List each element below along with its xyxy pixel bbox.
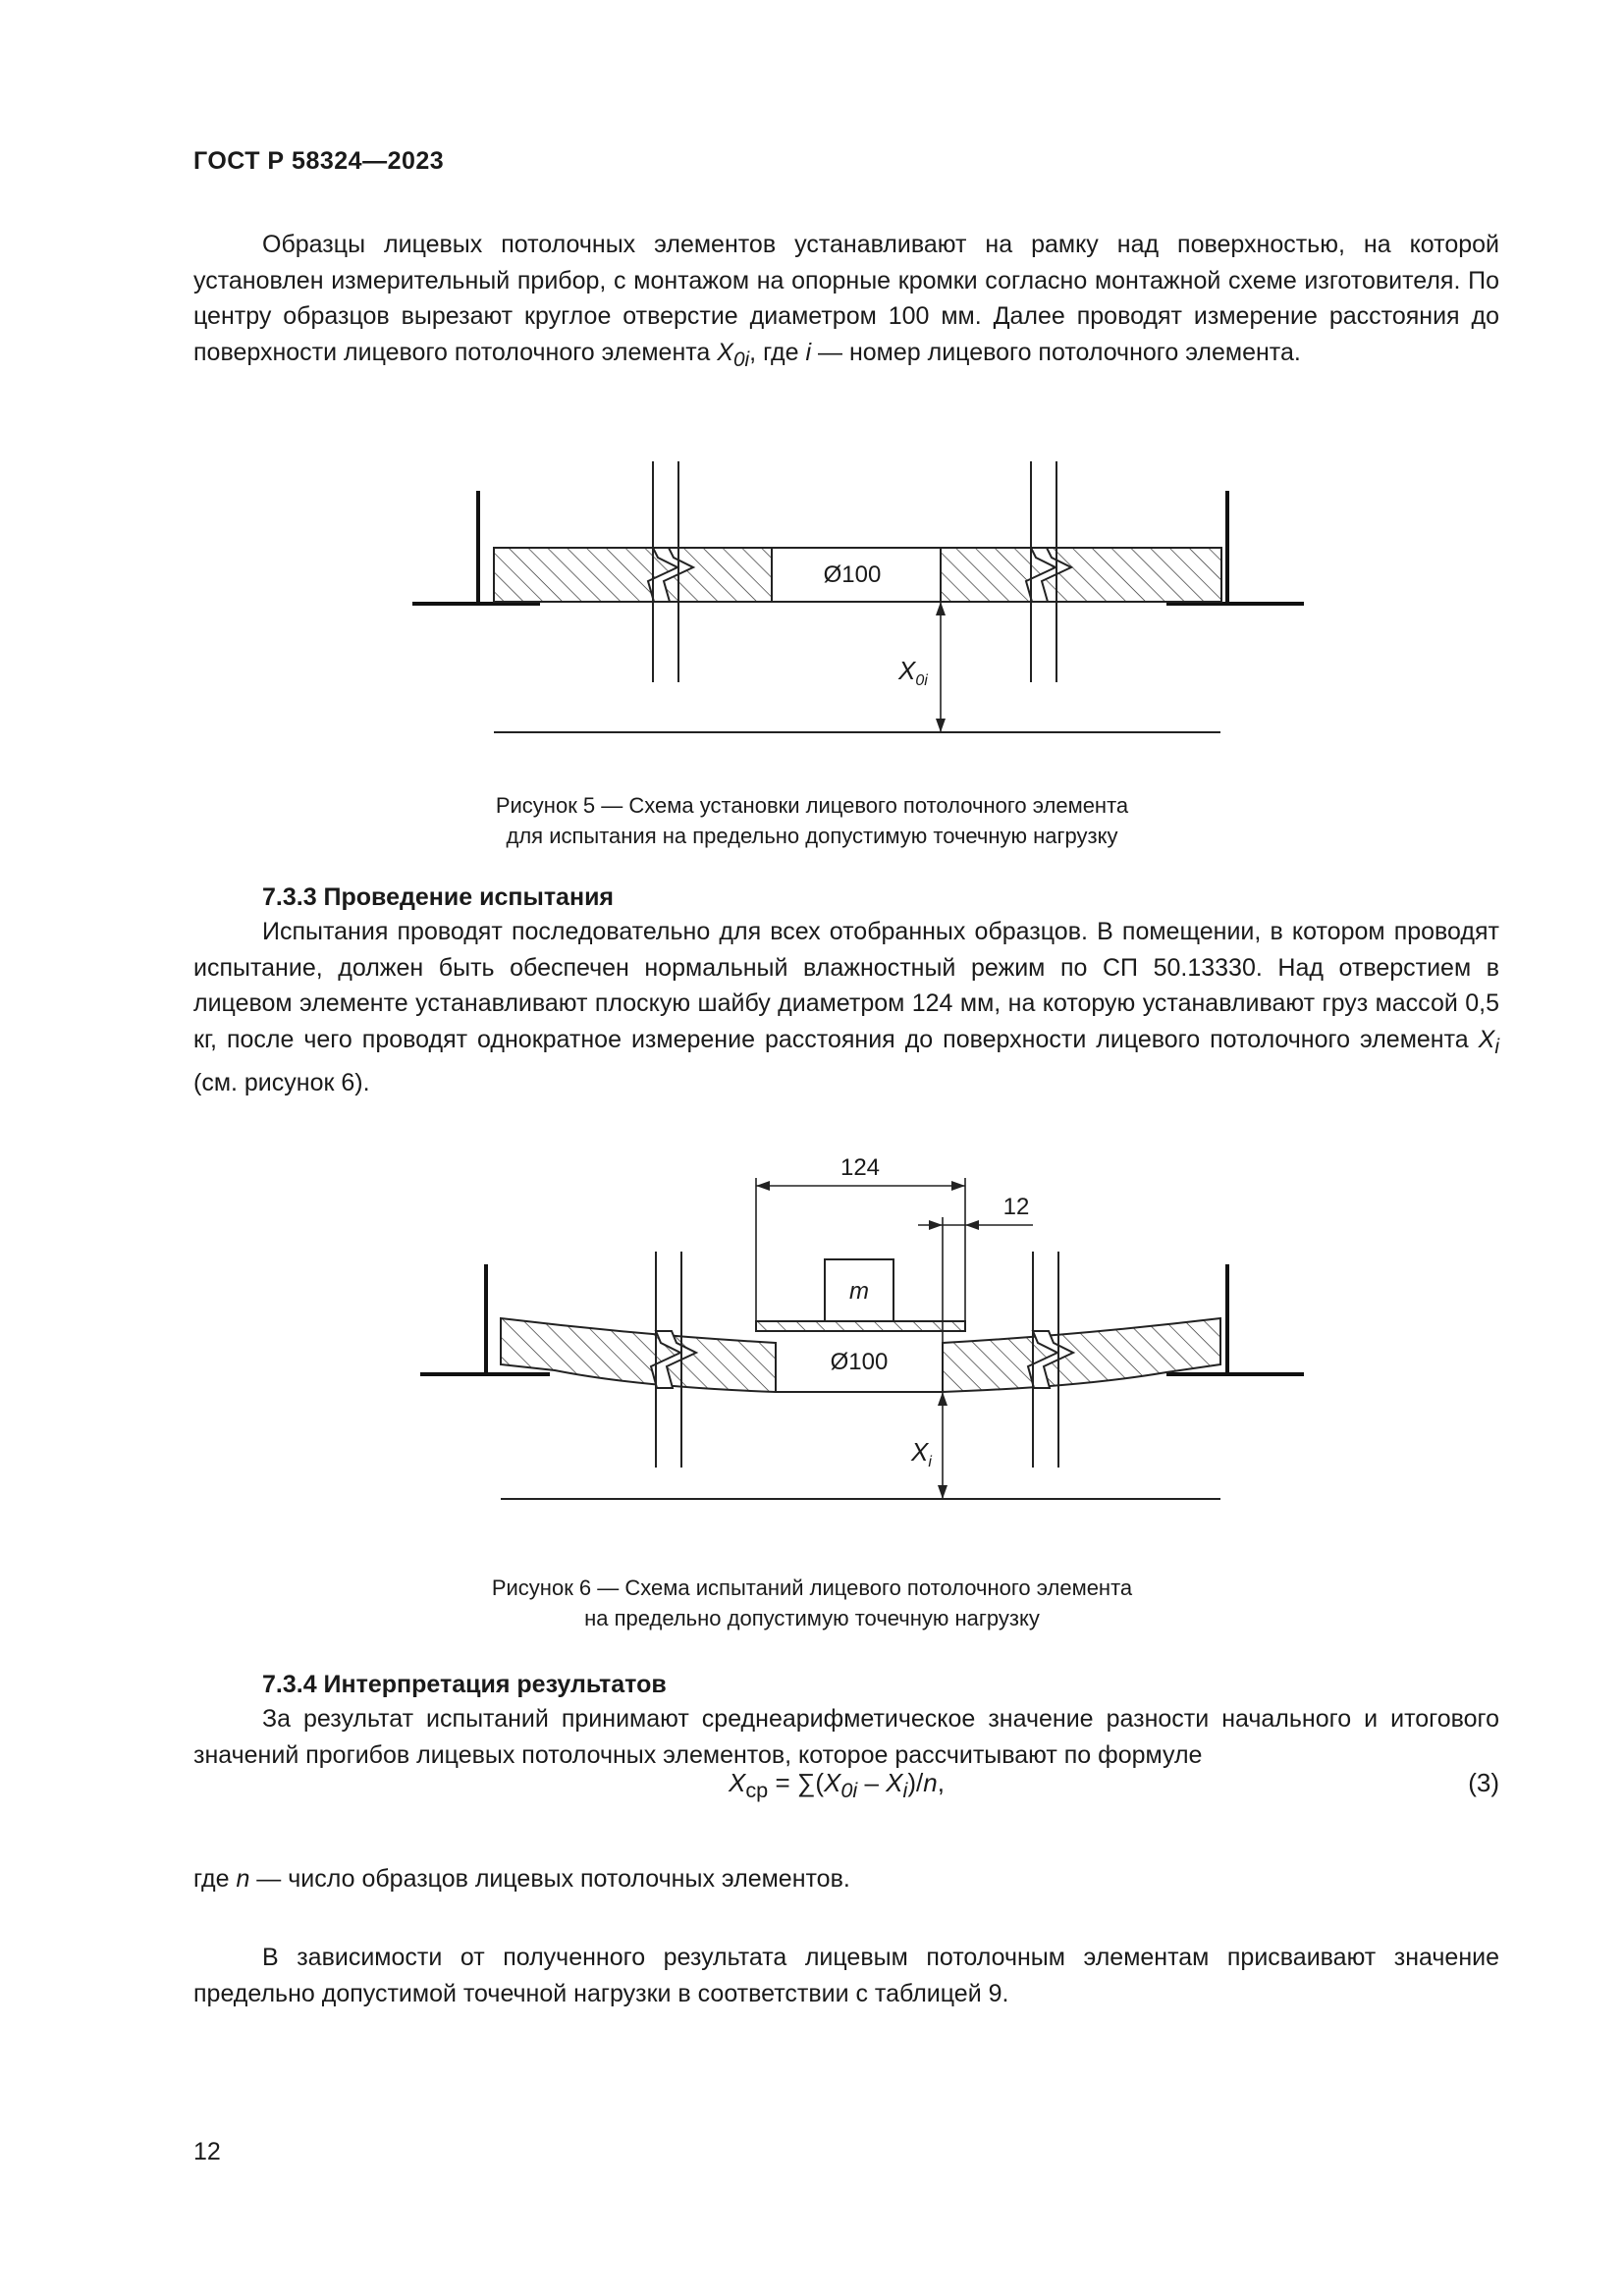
where-clause: где n — число образцов лицевых потолочных элементов. (193, 1865, 850, 1893)
figure5-diameter-label: Ø100 (823, 561, 882, 588)
intro-paragraph: Образцы лицевых потолочных элементов устанавливают на рамку над поверхностью, на которой установлен измерительный прибор, с монтажом на опорные кромки согласно монтажной схеме изготовителя. По центру образцов вырезают круглое отверстие диаметром 100 мм. Далее проводят измерение расстояния до поверхности лицевого потолочного элемента $X_{0i}$, где i — номер лицевого потолочного элемента. (193, 231, 1499, 371)
gap-dimension-label: 12 (1002, 1194, 1030, 1220)
figure-6-caption: Рисунок 6 — Схема испытаний лицевого потолочного элемента на предельно допустимую точечную нагрузку (491, 1575, 1133, 1630)
section-734-text: За результат испытаний принимают среднеарифметическое значение разности начального и итогового значений прогибов лицевых потолочных элементов, которое рассчитывают по формуле (193, 1705, 1499, 1769)
washer (756, 1321, 965, 1331)
section-733-title: 7.3.3 Проведение испытания (262, 883, 615, 911)
formula-3 (193, 1768, 1499, 1807)
formula-expression: $X_{ср} = \sum(X_{0i} - X_i)/n$, (729, 1768, 945, 1803)
deflected-panel-right (943, 1318, 1220, 1392)
svg-text:X0i: $X_{0i}$ (898, 656, 928, 689)
washer-dimension-label: 124 (839, 1154, 881, 1181)
svg-text:Xi: $X_i$ (911, 1437, 932, 1470)
document-header: ГОСТ Р 58324—2023 (193, 147, 445, 175)
final-paragraph: В зависимости от полученного результата лицевым потолочным элементам присваивают значение предельно допустимой точечной нагрузки в соответствии с таблицей 9. (193, 1944, 1499, 2007)
page-number: 12 (193, 2138, 221, 2165)
mass-label: m (849, 1278, 869, 1305)
figure6-diameter-label: Ø100 (830, 1349, 889, 1375)
section-733-text: Испытания проводят последовательно для всех отобранных образцов. В помещении, в котором проводят испытание, должен быть обеспечен нормальный влажностный режим по СП 50.13330. Над отверстием в лицевом элементе устанавливают плоскую шайбу диаметром 124 мм, на которую устанавливают груз массой 0,5 кг, после чего проводят однократное измерение расстояния до поверхности лицевого потолочного элемента $X_i$ (см. рисунок 6). (193, 918, 1499, 1096)
formula-number: (3) (1468, 1768, 1499, 1797)
figure-5-caption: Рисунок 5 — Схема установки лицевого потолочного элемента для испытания на предельно допустимую точечную нагрузку (495, 793, 1129, 848)
section-734-title: 7.3.4 Интерпретация результатов (262, 1671, 667, 1698)
deflected-panel-left (501, 1318, 776, 1392)
